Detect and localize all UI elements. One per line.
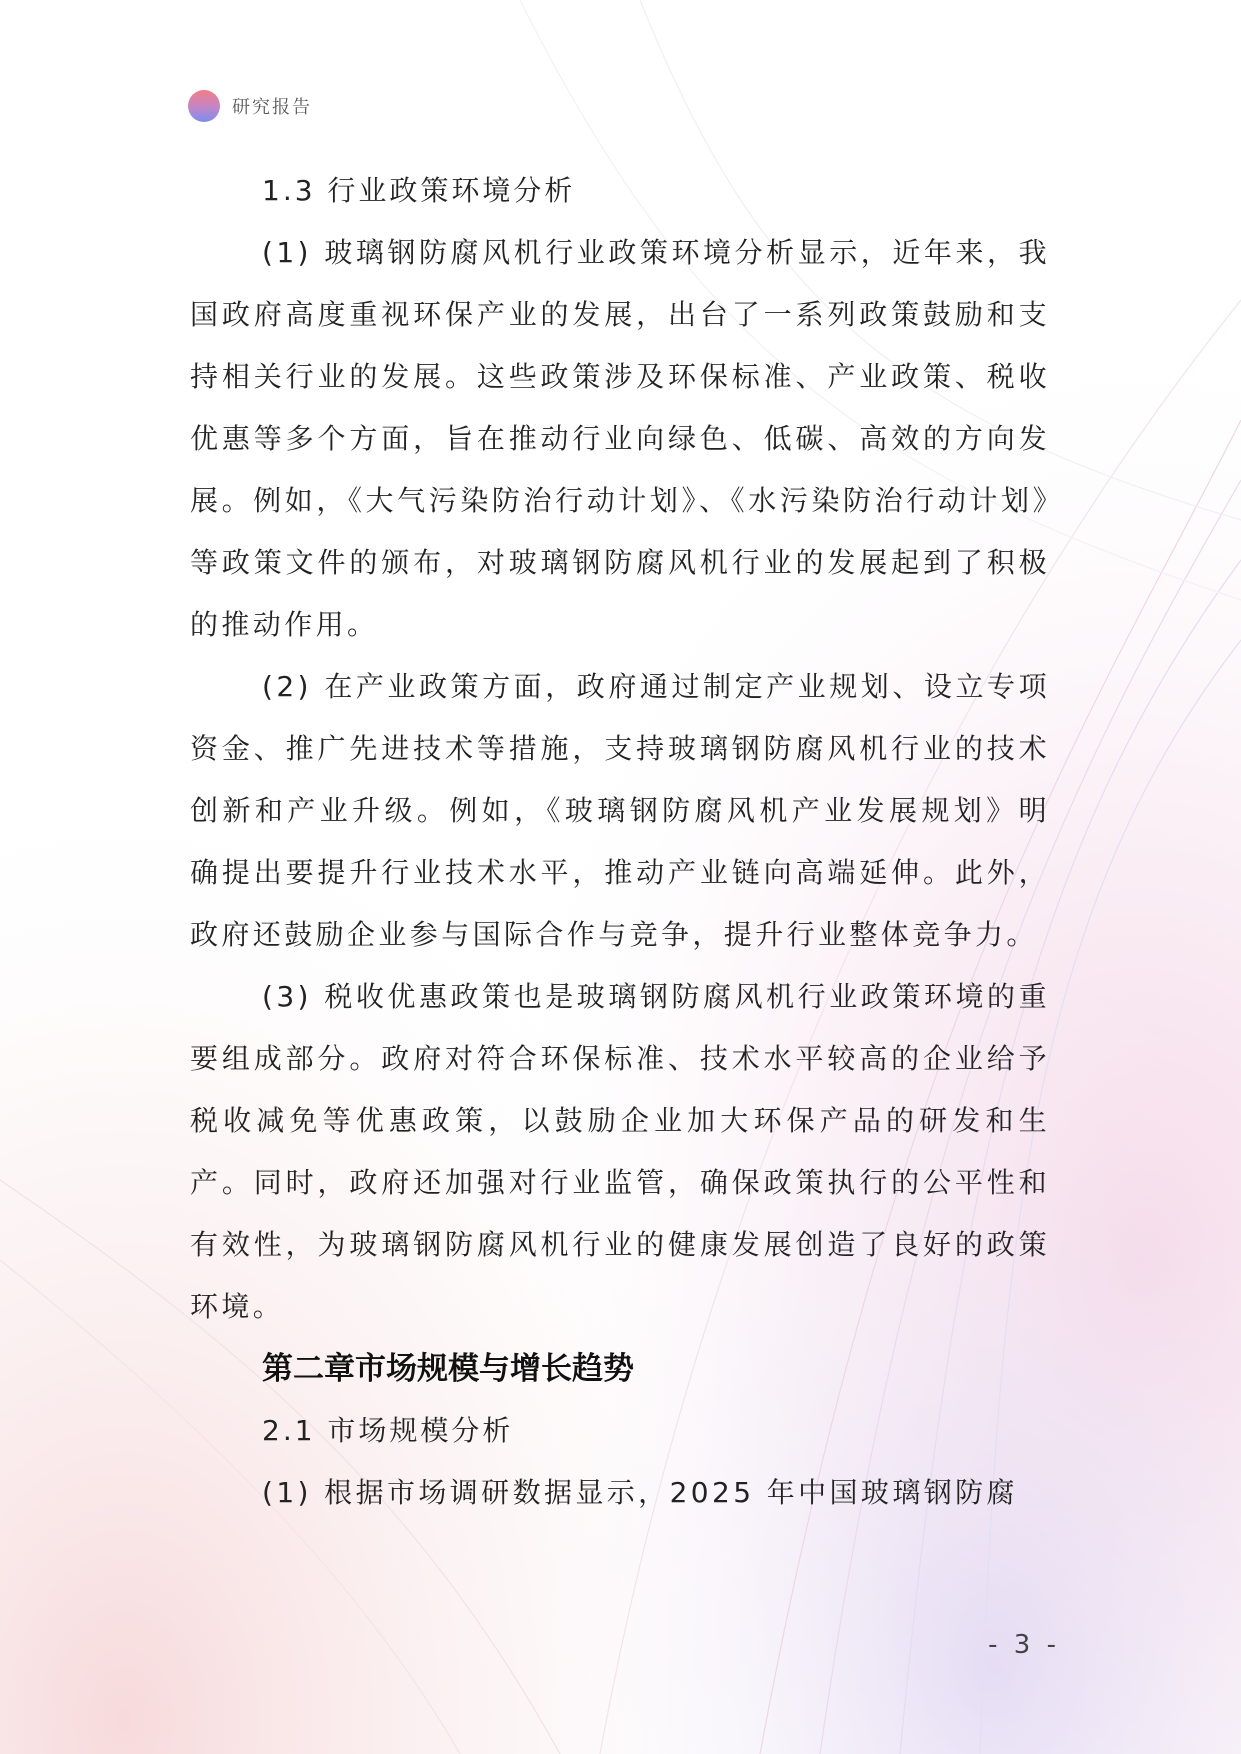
section-heading-2-1: 2.1 市场规模分析 — [262, 1414, 514, 1447]
chapter-heading-2: 第二章市场规模与增长趋势 — [262, 1351, 634, 1387]
document-body — [190, 160, 1050, 1524]
paragraph-2-1-1: (1) 根据市场调研数据显示，2025 年中国玻璃钢防腐 — [262, 1476, 1018, 1509]
header-title: 研究报告 — [232, 97, 312, 118]
report-logo-icon — [188, 90, 220, 122]
report-header — [188, 89, 312, 123]
page-number: - 3 - — [988, 1630, 1060, 1660]
paragraph-1-3-3: (3) 税收优惠政策也是玻璃钢防腐风机行业政策环境的重要组成部分。政府对符合环保标准、技术水平较高的企业给予税收减免等优惠政策，以鼓励企业加大环保产品的研发和生产。同时，政府还加强对行业监管，确保政策执行的公平性和有效性，为玻璃钢防腐风机行业的健康发展创造了良好的政策环境。 — [190, 980, 1050, 1323]
section-heading-1-3: 1.3 行业政策环境分析 — [262, 174, 576, 207]
paragraph-1-3-1: (1) 玻璃钢防腐风机行业政策环境分析显示，近年来，我国政府高度重视环保产业的发展，出台了一系列政策鼓励和支持相关行业的发展。这些政策涉及环保标准、产业政策、税收优惠等多个方面，旨在推动行业向绿色、低碳、高效的方向发展。例如，《大气污染防治行动计划》、《水污染防治行动计划》等政策文件的颁布，对玻璃钢防腐风机行业的发展起到了积极的推动作用。 — [190, 236, 1050, 641]
paragraph-1-3-2: (2) 在产业政策方面，政府通过制定产业规划、设立专项资金、推广先进技术等措施，支持玻璃钢防腐风机行业的技术创新和产业升级。例如，《玻璃钢防腐风机产业发展规划》明确提出要提升行业技术水平，推动产业链向高端延伸。此外，政府还鼓励企业参与国际合作与竞争，提升行业整体竞争力。 — [190, 670, 1050, 951]
